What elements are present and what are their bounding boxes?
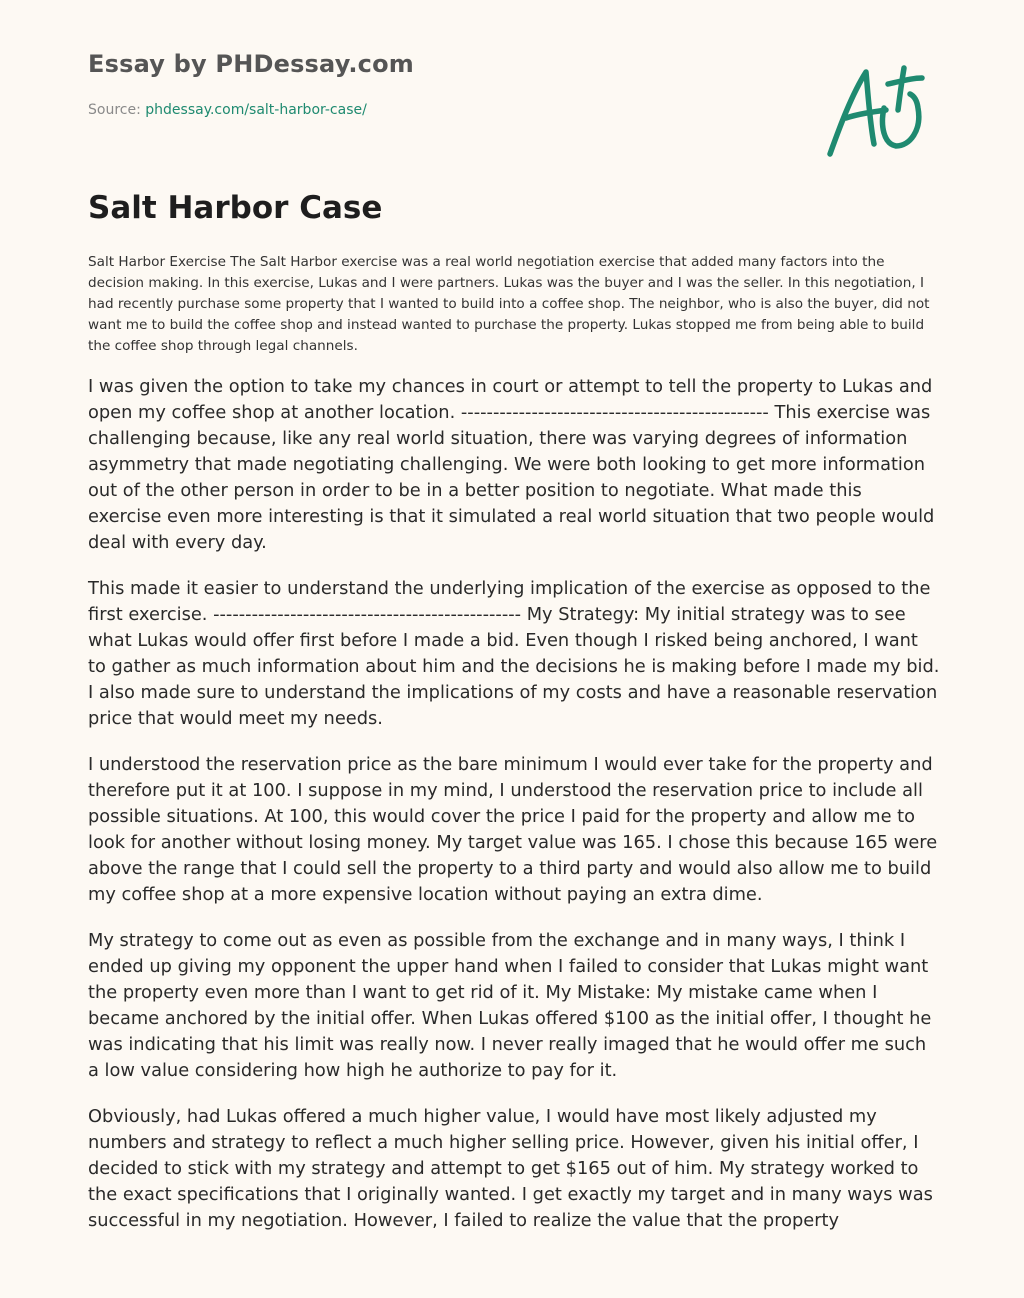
source-line xyxy=(88,102,367,118)
a-plus-logo-icon xyxy=(822,64,928,160)
site-brand: Essay by PHDessay.com xyxy=(88,50,414,78)
source-label: Source: xyxy=(88,102,146,118)
body-paragraph: I was given the option to take my chances in court or attempt to tell the property to Lukas and open my coffee shop at another location. ------------------------------------------------ This exercise was challenging because, like any real world situation, there was varying degrees of information asymmetry that made negotiating challenging. We were both looking to get more information out of the other person in order to be in a better position to negotiate. What made this exercise even more interesting is that it simulated a real world situation that two people would deal with every day. xyxy=(88,376,935,553)
essay-title: Salt Harbor Case xyxy=(88,190,383,226)
body-paragraph: My strategy to come out as even as possible from the exchange and in many ways, I think I ended up giving my opponent the upper hand when I failed to consider that Lukas might want the property even more than I want to get rid of it. My Mistake: My mistake came when I became anchored by the initial offer. When Lukas offered $100 as the initial offer, I thought he was indicating that his limit was really now. I never really imaged that he would offer me such a low value considering how high he authorize to pay for it. xyxy=(88,930,932,1081)
body-paragraph: This made it easier to understand the underlying implication of the exercise as opposed to the first exercise. ------------------------------------------------ My Strategy: My initial strategy was to see what Lukas would offer first before I made a bid. Even though I risked being anchored, I want to gather as much information about him and the decisions he is making before I made my bid. I also made sure to understand the implications of my costs and have a reasonable reservation price that would meet my needs. xyxy=(88,578,940,729)
intro-paragraph: Salt Harbor Exercise The Salt Harbor exercise was a real world negotiation exercise that added many factors into the decision making. In this exercise, Lukas and I were partners. Lukas was the buyer and I was the seller. In this negotiation, I had recently purchase some property that I wanted to build into a coffee shop. The neighbor, who is also the buyer, did not want me to build the coffee shop and instead wanted to purchase the property. Lukas stopped me from being able to build the coffee shop through legal channels. xyxy=(88,254,930,354)
source-link[interactable]: phdessay.com/salt-harbor-case/ xyxy=(145,102,367,118)
body-paragraph: I understood the reservation price as the bare minimum I would ever take for the property and therefore put it at 100. I suppose in my mind, I understood the reservation price to include all possible situations. At 100, this would cover the price I paid for the property and allow me to look for another without losing money. My target value was 165. I chose this because 165 were above the range that I could sell the property to a third party and would also allow me to build my coffee shop at a more expensive location without paying an extra dime. xyxy=(88,754,938,905)
essay-body xyxy=(88,252,940,1254)
body-paragraph: Obviously, had Lukas offered a much higher value, I would have most likely adjusted my numbers and strategy to reflect a much higher selling price. However, given his initial offer, I decided to stick with my strategy and attempt to get $165 out of him. My strategy worked to the exact specifications that I originally wanted. I get exactly my target and in many ways was successful in my negotiation. However, I failed to realize the value that the property xyxy=(88,1106,933,1231)
